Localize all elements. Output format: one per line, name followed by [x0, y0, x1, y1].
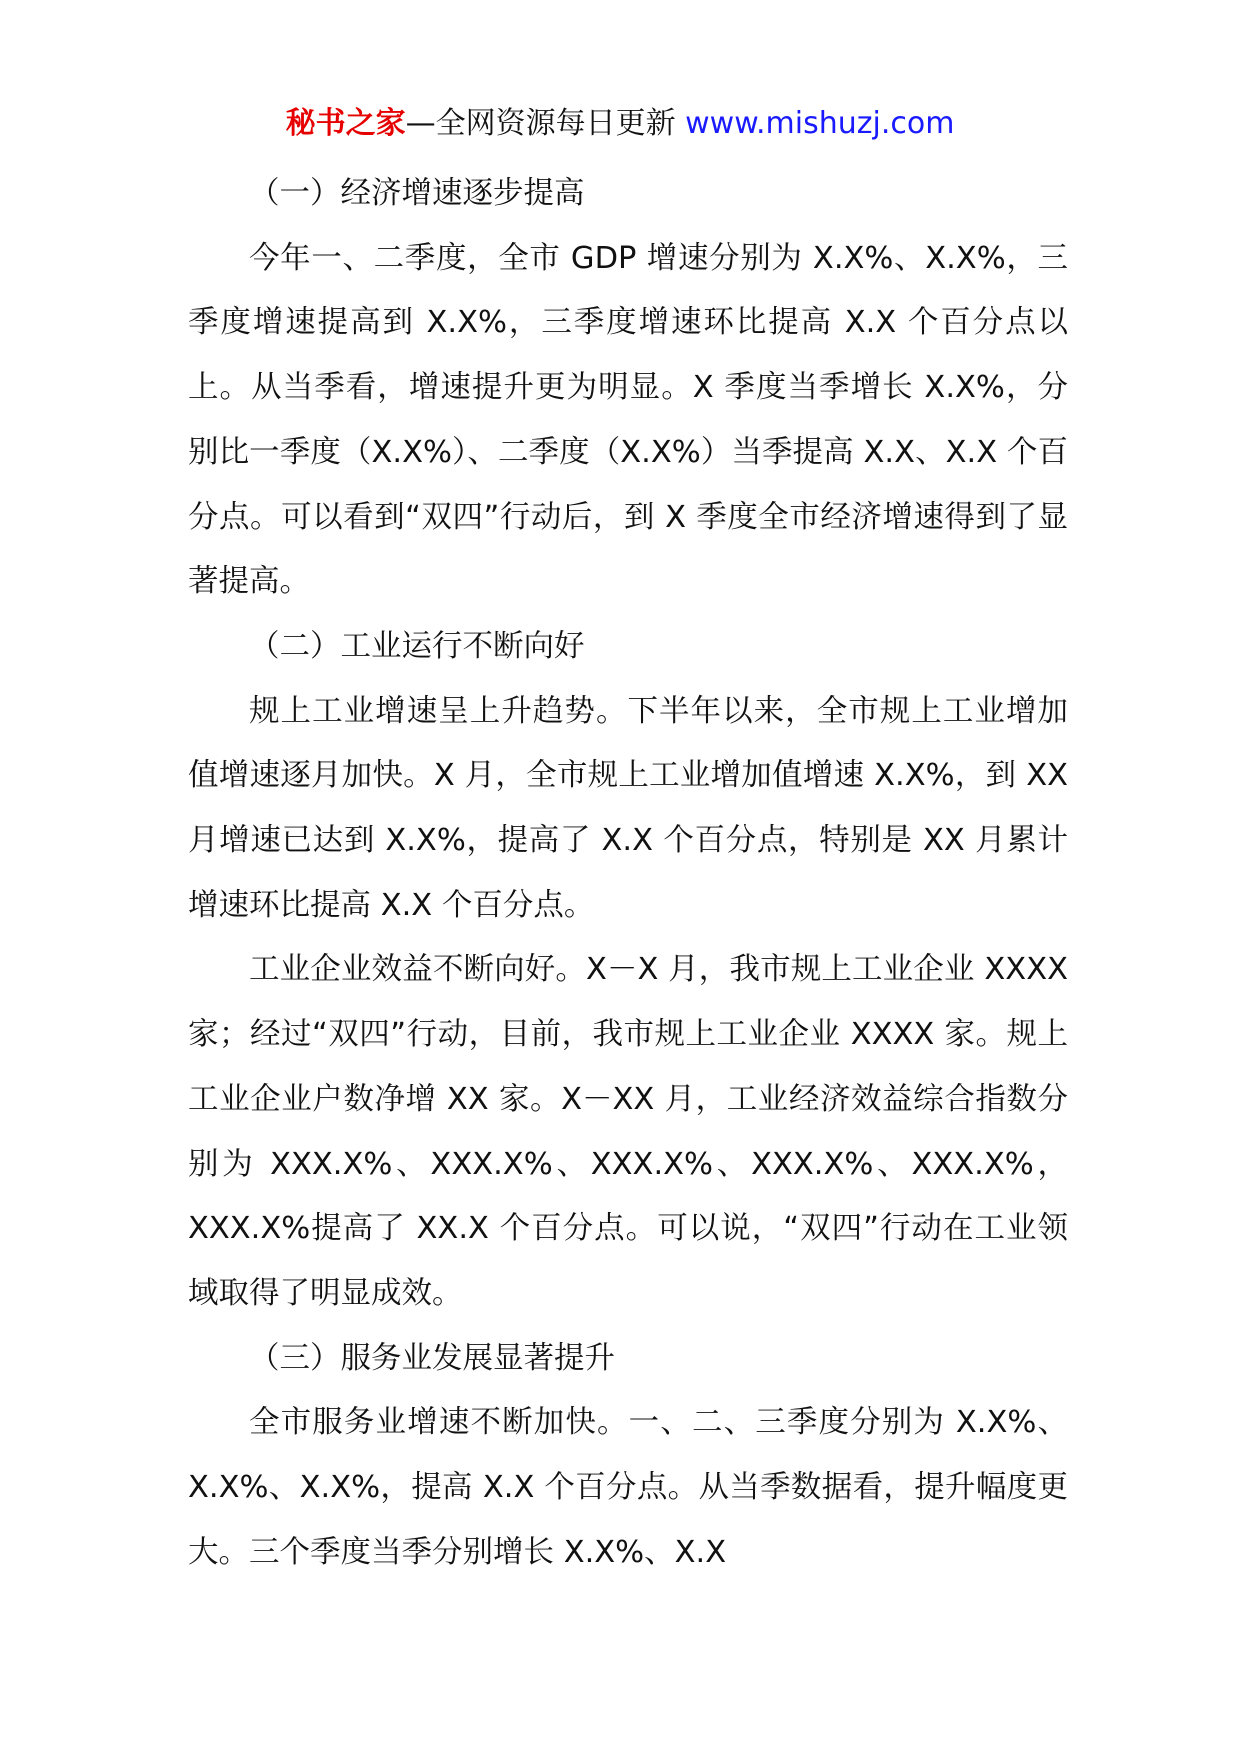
header-tagline: —全网资源每日更新: [405, 106, 686, 141]
paragraph-4: 全市服务业增速不断加快。一、二、三季度分别为 X.X%、X.X%、X.X%，提高 X.X 个百分点。从当季数据看，提升幅度更大。三个季度当季分别增长 X.X%、X.X: [188, 1405, 1068, 1570]
paragraph-1: 今年一、二季度，全市 GDP 增速分别为 X.X%、X.X%，三季度增速提高到 X.X%，三季度增速环比提高 X.X 个百分点以上。从当季看，增速提升更为明显。X 季度当季增长 X.X%，分别比一季度（X.X%）、二季度（X.X%）当季提高 X.X、X.X 个百分点。可以看到“双四”行动后，到 X 季度全市经济增速得到了显著提高。: [188, 240, 1068, 600]
brand-name: 秘书之家: [285, 106, 406, 141]
paragraph-2: 规上工业增速呈上升趋势。下半年以来，全市规上工业增加值增速逐月加快。X 月，全市规上工业增加值增速 X.X%，到 XX 月增速已达到 X.X%，提高了 X.X 个百分点，特别是 XX 月累计增速环比提高 X.X 个百分点。: [188, 693, 1068, 923]
section-heading-2: （二）工业运行不断向好: [249, 628, 585, 664]
section-heading-1: （一）经济增速逐步提高: [249, 176, 585, 211]
section-heading-3: （三）服务业发展显著提升: [249, 1340, 615, 1376]
document-body: [188, 162, 1068, 1585]
site-header: [0, 102, 1240, 146]
site-url[interactable]: www.mishuzj.com: [685, 106, 955, 141]
paragraph-3: 工业企业效益不断向好。X－X 月，我市规上工业企业 XXXX 家；经过“双四”行动，目前，我市规上工业企业 XXXX 家。规上工业企业户数净增 XX 家。X－XX 月，工业经济效益综合指数分别为 XXX.X%、XXX.X%、XXX.X%、XXX.X%、XXX.X%，XXX.X%提高了 XX.X 个百分点。可以说，“双四”行动在工业领域取得了明显成效。: [188, 952, 1068, 1311]
